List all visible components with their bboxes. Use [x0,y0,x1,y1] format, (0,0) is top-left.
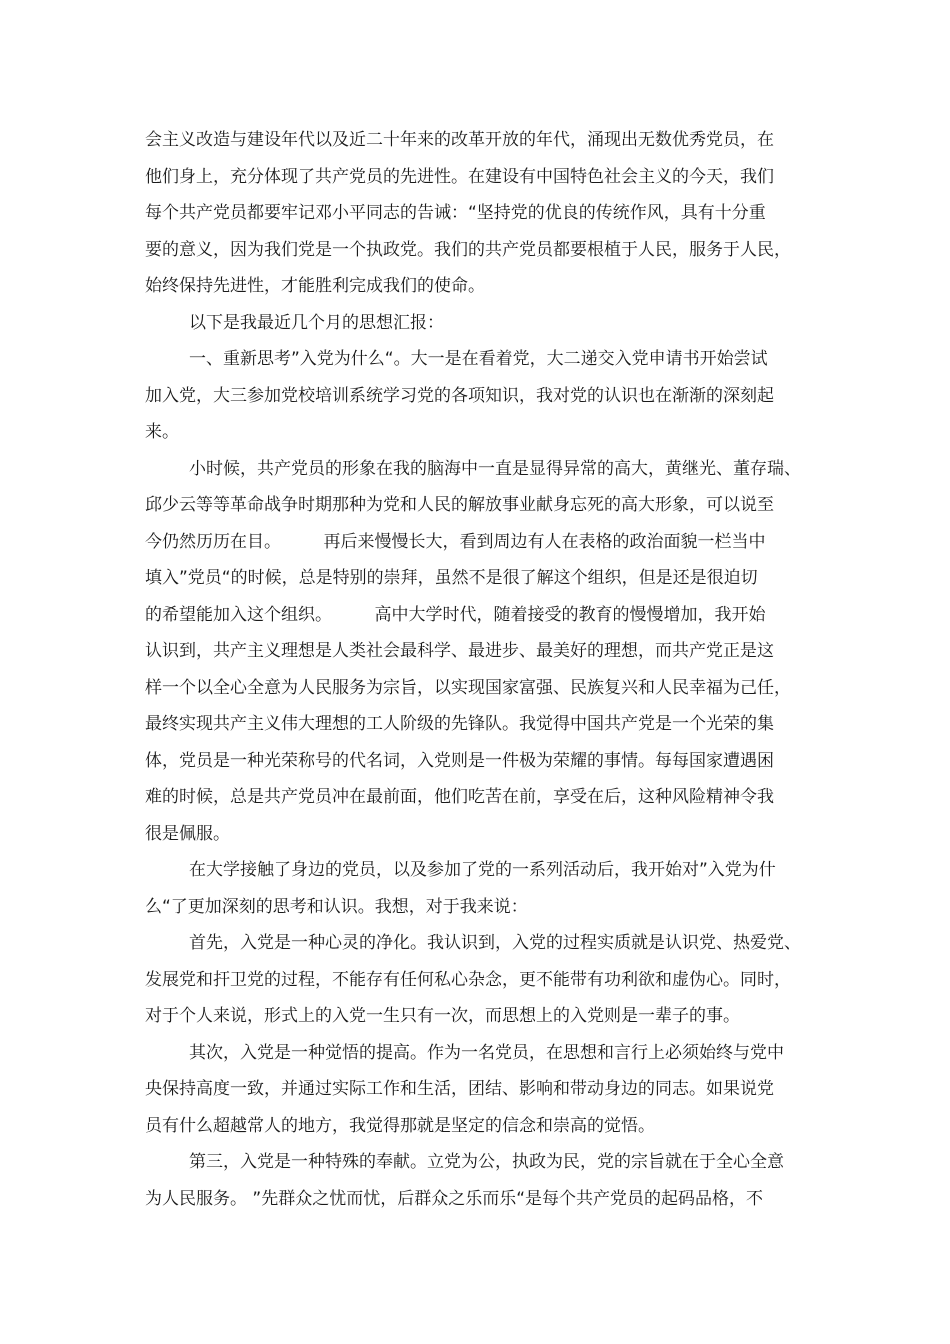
document-body [145,122,817,1217]
text-line: 小时候，共产党员的形象在我的脑海中一直是显得异常的高大，黄继光、董存瑞、 [189,458,801,479]
text-line: 来。 [145,422,179,442]
text-line: 邱少云等等革命战争时期那种为党和人民的解放事业献身忘死的高大形象，可以说至 [145,495,774,515]
text-line: 发展党和扞卫党的过程，不能存有任何私心杂念，更不能带有功利欲和虚伪心。同时， [145,969,791,990]
text-line: 一、重新思考”入党为什么“。大一是在看着党，大二递交入党申请书开始尝试 [189,349,768,369]
text-line: 难的时候，总是共产党员冲在最前面，他们吃苦在前，享受在后，这种风险精神令我 [145,787,774,807]
text-line: 要的意义，因为我们党是一个执政党。我们的共产党员都要根植于人民，服务于人民， [145,239,791,260]
text-line: 么“了更加深刻的思考和认识。我想，对于我来说： [145,896,528,917]
text-line: 今仍然历历在目。 再后来慢慢长大，看到周边有人在表格的政治面貌一栏当中 [145,531,766,552]
text-line: 央保持高度一致，并通过实际工作和生活，团结、影响和带动身边的同志。如果说党 [145,1079,774,1099]
text-line: 始终保持先进性，才能胜利完成我们的使命。 [145,276,485,296]
text-line: 第三，入党是一种特殊的奉献。立党为公，执政为民，党的宗旨就在于全心全意 [189,1152,784,1172]
text-line: 样一个以全心全意为人民服务为宗旨，以实现国家富强、民族复兴和人民幸福为己任， [145,677,791,698]
text-line: 员有什么超越常人的地方，我觉得那就是坚定的信念和崇高的觉悟。 [145,1115,655,1136]
text-line: 认识到，共产主义理想是人类社会最科学、最进步、最美好的理想，而共产党正是这 [145,641,774,661]
text-line: 其次，入党是一种觉悟的提高。作为一名党员，在思想和言行上必须始终与党中 [189,1042,784,1063]
text-line: 最终实现共产主义伟大理想的工人阶级的先锋队。我觉得中国共产党是一个光荣的集 [145,714,774,734]
text-line: 首先，入党是一种心灵的净化。我认识到，入党的过程实质就是认识党、热爱党、 [189,933,801,953]
text-line: 会主义改造与建设年代以及近二十年来的改革开放的年代，涌现出无数优秀党员，在 [145,130,774,150]
text-line: 每个共产党员都要牢记邓小平同志的告诫：“坚持党的优良的传统作风，具有十分重 [145,203,766,223]
text-line: 对于个人来说，形式上的入党一生只有一次，而思想上的入党则是一辈子的事。 [145,1006,740,1026]
text-line: 很是佩服。 [145,823,230,844]
text-line: 加入党，大三参加党校培训系统学习党的各项知识，我对党的认识也在渐渐的深刻起 [145,385,774,406]
text-line: 以下是我最近几个月的思想汇报： [189,312,444,333]
text-line: 在大学接触了身边的党员，以及参加了党的一系列活动后，我开始对”入党为什 [189,860,776,880]
text-line: 填入”党员“的时候，总是特别的崇拜，虽然不是很了解这个组织，但是还是很迫切 [145,568,758,588]
text-line: 他们身上，充分体现了共产党员的先进性。在建设有中国特色社会主义的今天，我们 [145,166,774,187]
text-line: 体，党员是一种光荣称号的代名词，入党则是一件极为荣耀的事情。每每国家遭遇困 [145,750,774,771]
text-line: 为人民服务。 ”先群众之忧而忧，后群众之乐而乐“是每个共产党员的起码品格，不 [145,1188,764,1209]
text-line: 的希望能加入这个组织。 高中大学时代，随着接受的教育的慢慢增加，我开始 [145,604,766,625]
